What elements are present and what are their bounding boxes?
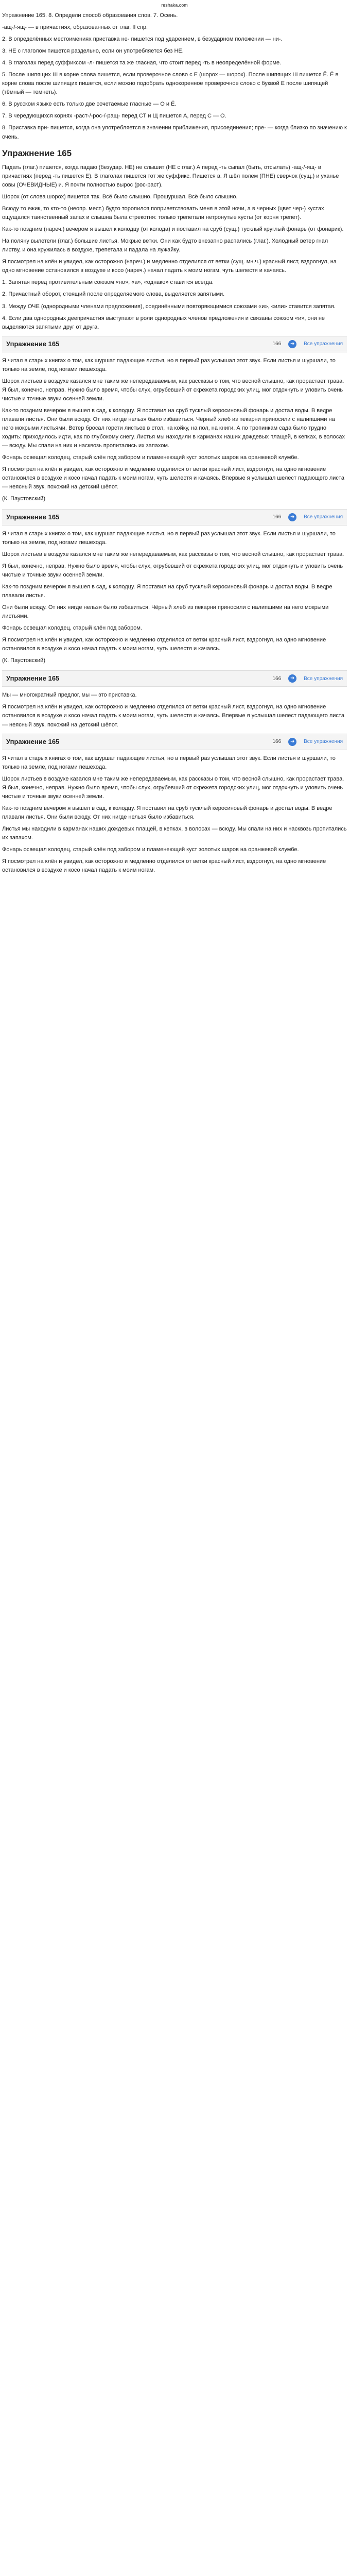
- paragraph: 3. НЕ с глаголом пишется раздельно, если он употребляется без НЕ.: [2, 48, 184, 55]
- paragraph: Шорох листьев в воздухе казался мне таким же непередаваемым, как рассказы о том, что весной слышно, как прорастает трава.: [2, 551, 344, 557]
- paragraph: Шорох листьев в воздухе казался мне таким же непередаваемым, как рассказы о том, что весной слышно, как прорастает трава. Я был, конечно, неправ. Нужно было время, чтобы слух, огрубевший от скрежета городских улиц, мог отдохнуть и уловить очень чистые и точные звуки осенней земли.: [2, 378, 344, 402]
- paragraph: Листья мы находили в карманах наших дождевых плащей, в кепках, в волосах — всюду. Мы спали на них и насквозь пропитались их запахом.: [2, 826, 347, 841]
- paragraph: Я читал в старых книгах о том, как шуршат падающие листья, но в первый раз услышал этот звук. Если листья и шуршали, то только на земле, под ногами пешехода.: [2, 357, 336, 372]
- arrow-right-icon[interactable]: ➜: [288, 674, 296, 683]
- paragraph: Шорох (от слова шорох) пишется так. Всё было слышно. Прошуршал. Всё было слышно.: [2, 194, 238, 200]
- all-exercises-link[interactable]: Все упражнения: [304, 738, 343, 744]
- paragraph: 4. В глаголах перед суффиксом -л- пишется та же гласная, что стоит перед -ть в неопределённой форме.: [2, 60, 282, 66]
- paragraph: 2. Причастный оборот, стоящий после определяемого слова, выделяется запятыми.: [2, 291, 225, 298]
- paragraph: Я был, конечно, неправ. Нужно было время, чтобы слух, огрубевший от скрежета городских улиц, мог отдохнуть и уловить очень чистые и точные звуки осенней земли.: [2, 563, 343, 578]
- exercise-nav: [272, 738, 343, 746]
- paragraph: 4. Если два однородных деепричастия выступают в роли однородных членов предложения и связаны союзом «и», они не выделяются запятыми друг от друга.: [2, 315, 325, 330]
- exercise-nav-bar: [2, 734, 347, 750]
- source-attribution: (К. Паустовский): [2, 657, 45, 664]
- exercise-nav-title: Упражнение 165: [6, 674, 60, 683]
- site-header[interactable]: reshaka.com: [161, 3, 188, 8]
- paragraph: Как-то поздним вечером я вышел в сад, к колодцу. Я поставил на сруб тусклый керосиновый фонарь и достал воды. В ведре плавали листья.: [2, 583, 332, 599]
- exercise-nav-title: Упражнение 165: [6, 340, 60, 348]
- all-exercises-link[interactable]: Все упражнения: [304, 341, 343, 347]
- exercise-nav-bar: [2, 670, 347, 687]
- paragraph: Я посмотрел на клён и увидел, как осторожно и медленно отделился от ветки красный лист, вздрогнул, на одно мгновение остановился в воздухе и косо начал падать к моим ногам, чуть шелестя и качаясь.: [2, 637, 326, 652]
- paragraph: Я посмотрел на клён и увидел, как осторожно и медленно отделился от ветки красный лист, вздрогнул, на одно мгновение остановился в воздухе и косо начал падать к моим ногам, чуть шелестя и качаясь. Впервые я услышал шелест падающего листа — неясный звук, похожий на детский шёпот.: [2, 704, 344, 728]
- next-exercise-number[interactable]: 166: [272, 514, 282, 520]
- next-exercise-number[interactable]: 166: [272, 675, 282, 682]
- paragraph: 7. В чередующихся корнях -раст-/-рос-/-ращ- перед СТ и Щ пишется А, перед С — О.: [2, 113, 226, 120]
- paragraph: 3. Между ОЧЕ (однородными членами предложения), соединёнными повторяющимися союзами «и», «или» ставится запятая.: [2, 303, 336, 310]
- block-5: [2, 530, 347, 654]
- paragraph: Шорох листьев в воздухе казался мне таким же непередаваемым, как рассказы о том, что весной слышно, как прорастает трава. Я был, конечно, неправ. Нужно было время, чтобы слух, огрубевший от скрежета городских улиц, мог отдохнуть и уловить очень чистые и точные звуки осенней земли.: [2, 775, 344, 800]
- paragraph: Упражнение 165. 8. Определи способ образования слов. 7. Осень.: [2, 12, 178, 19]
- paragraph: Как-то поздним (нареч.) вечером я вышел к колодцу (от колода) и поставил на сруб (сущ.) тусклый круглый фонарь (от фонарик).: [2, 226, 344, 233]
- paragraph: Я посмотрел на клён и увидел, как осторожно (нареч.) и медленно отделился от ветки (сущ. мн.ч.) красный лист, вздрогнул, на одно мгновение остановился в воздухе и косо (нареч.) начал падать к моим ногам, чуть шелестя и качаясь.: [2, 259, 337, 274]
- exercise-nav: [272, 513, 343, 521]
- arrow-right-icon[interactable]: ➜: [288, 340, 296, 348]
- all-exercises-link[interactable]: Все упражнения: [304, 675, 343, 682]
- paragraph: На поляну вылетели (глаг.) большие листья. Мокрые ветки. Они как будто внезапно распались (глаг.). Холодный ветер гнал листву, и она кружилась в воздухе, трепетала и падала на лужайку.: [2, 238, 328, 253]
- exercise-nav-bar: [2, 509, 347, 526]
- paragraph: -ащ-/-ящ- — в причастиях, образованных от глаг. II спр.: [2, 24, 148, 31]
- paragraph: Падать (глаг.) пишется, когда падаю (безудар. НЕ) не слышит (НЕ с глаг.) А перед -ть сыпал (быть, отсылать) -ащ-/-ящ- в причастиях (перед -ть пишется Е). В глаголах пишется тот же суффикс. Пишется в. Я шёл полем (ПНЕ) сверчок (сущ.) и уханье совы (ОЧЕВИДНЫЕ) и. Я почти полностью вырос (рос-раст).: [2, 164, 339, 188]
- paragraph: 8. Приставка при- пишется, когда она употребляется в значении приближения, присоединения; пре- — когда близко по значению к очень.: [2, 125, 347, 140]
- paragraph: Как-то поздним вечером я вышел в сад, к колодцу. Я поставил на сруб тусклый керосиновый фонарь и достал воды. В ведре плавали листья. Они были всюду. От них нигде нельзя было избавиться. Чёрный хлеб из пекарни приносили с налипшими на него мокрыми листьями. Ветер бросал горсти листьев в стол, на койку, на пол, на книги. А по тропинкам сада было трудно ходить: приходилось идти, как по глубокому снегу. Листья мы находили в карманах наших дождевых плащей, в кепках, в волосах — всюду. Мы спали на них и насквозь пропитались их запахом.: [2, 408, 345, 449]
- source-attribution: (К. Паустовский): [2, 496, 45, 502]
- exercise-nav-bar: [2, 336, 347, 352]
- exercise-nav-title: Упражнение 165: [6, 513, 60, 521]
- block-2: [2, 163, 347, 255]
- block-3: [2, 258, 347, 331]
- paragraph: Я посмотрел на клён и увидел, как осторожно и медленно отделился от ветки красный лист, вздрогнул, на одно мгновение остановился в воздухе и косо начал падать к моим ногам.: [2, 858, 326, 874]
- paragraph: 6. В русском языке есть только две сочетаемые гласные — О и Ё.: [2, 101, 177, 108]
- paragraph: Всюду то ежик, то кто-то (неопр. мест.) будто торопился поприветствовать меня в этой ночи, а в черных (цвет чер-) кустах ощущался таинственный запах и слышна была стрекотня: только трепетали нетронутые кусты (от корня трепет).: [2, 206, 324, 221]
- block-6: [2, 691, 347, 729]
- paragraph: Фонарь освещал колодец, старый клён под забором и пламенеющий куст золотых шаров на оранжевой клумбе.: [2, 454, 299, 461]
- paragraph: Мы — многократный предлог, мы — это приставка.: [2, 692, 137, 699]
- exercise-nav: [272, 674, 343, 683]
- arrow-right-icon[interactable]: ➜: [288, 738, 296, 746]
- paragraph: Как-то поздним вечером я вышел в сад, к колодцу. Я поставил на сруб тусклый керосиновый фонарь и достал воды. В ведре плавали листья. Они были всюду. От них нигде нельзя было избавиться.: [2, 805, 332, 820]
- block-7: [2, 754, 347, 875]
- paragraph: 2. В определённых местоимениях приставка не- пишется под ударением, в безударном положении — ни-.: [2, 36, 283, 43]
- exercise-nav-title: Упражнение 165: [6, 737, 60, 745]
- exercise-nav: [272, 340, 343, 348]
- next-exercise-number[interactable]: 166: [272, 341, 282, 347]
- paragraph: Я читал в старых книгах о том, как шуршат падающие листья, но в первый раз услышал этот звук. Если листья и шуршали, то только на земле, под ногами пешехода.: [2, 755, 336, 770]
- all-exercises-link[interactable]: Все упражнения: [304, 514, 343, 520]
- paragraph: 5. После шипящих Ш в корне слова пишется, если проверочное слово с Е (шорох — шорох). После шипящих Ш пишется Ё. Ё в корне слова после шипящих пишется, если можно подобрать однокоренное проверочное слово с буквой Е после шипящей (тёмный — темнеть).: [2, 72, 339, 96]
- page: [0, 0, 350, 875]
- paragraph: 1. Запятая перед противительным союзом «но», «а», «однако» ставится всегда.: [2, 279, 214, 286]
- exercise-title: Упражнение 165: [2, 148, 72, 158]
- block-1: [2, 11, 347, 142]
- exercise-heading: [2, 147, 347, 160]
- paragraph: Они были всюду. От них нигде нельзя было избавиться. Чёрный хлеб из пекарни приносили с налипшими на него мокрыми листьями.: [2, 604, 329, 620]
- arrow-right-icon[interactable]: ➜: [288, 513, 296, 521]
- paragraph: Фонарь освещал колодец, старый клён под забором и пламенеющий куст золотых шаров на оранжевой клумбе.: [2, 846, 299, 853]
- paragraph: Фонарь освещал колодец, старый клён под забором.: [2, 625, 142, 632]
- block-4: [2, 357, 347, 492]
- paragraph: Я посмотрел на клён и увидел, как осторожно и медленно отделился от ветки красный лист, вздрогнул, на одно мгновение остановился в воздухе и косо начал падать к моим ногам, чуть шелестя и качаясь. Впервые я услышал шелест падающего листа — неясный звук, похожий на детский шёпот.: [2, 466, 344, 490]
- paragraph: Я читал в старых книгах о том, как шуршат падающие листья, но в первый раз услышал этот звук. Если листья и шуршали, то только на земле, под ногами пешехода.: [2, 530, 336, 546]
- next-exercise-number[interactable]: 166: [272, 738, 282, 744]
